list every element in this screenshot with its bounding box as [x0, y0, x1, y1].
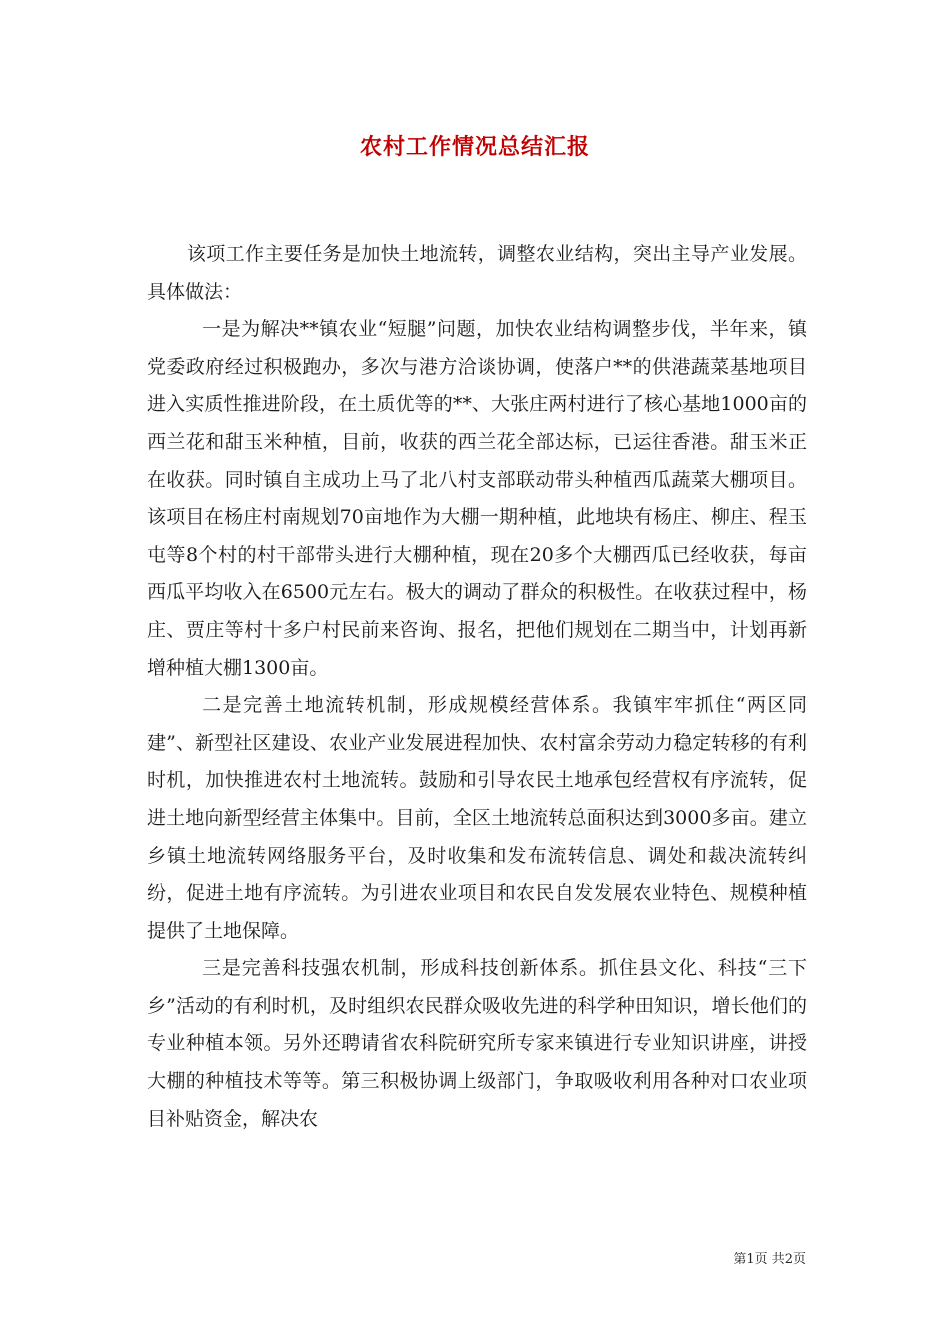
- paragraph-intro: 该项工作主要任务是加快土地流转，调整农业结构，突出主导产业发展。具体做法：: [147, 243, 807, 303]
- paragraph-second-measure: 二是完善土地流转机制，形成规模经营体系。我镇牢牢抓住“两区同建”、新型社区建设、农业产业发展进程加快、农村富余劳动力稳定转移的有利时机，加快推进农村土地流转。鼓励和引导农民土地承包经营权有序流转，促进土地向新型经营主体集中。目前，全区土地流转总面积达到3000多亩。建立乡镇土地流转网络服务平台，及时收集和发布流转信息、调处和裁决流转纠纷，促进土地有序流转。为引进农业项目和农民自发发展农业特色、规模种植提供了土地保障。: [147, 694, 807, 942]
- document-title: 农村工作情况总结汇报: [359, 135, 590, 160]
- document-body: [147, 236, 807, 1138]
- paragraph-third-measure: 三是完善科技强农机制，形成科技创新体系。抓住县文化、科技“三下乡”活动的有利时机，及时组织农民群众吸收先进的科学种田知识，增长他们的专业种植本领。另外还聘请省农科院研究所专家来镇进行专业知识讲座，讲授大棚的种植技术等等。第三积极协调上级部门，争取吸收利用各种对口农业项目补贴资金，解决农: [147, 957, 807, 1130]
- page-number-footer: 第1页 共2页: [733, 1252, 806, 1267]
- paragraph-first-measure: 一是为解决**镇农业“短腿”问题，加快农业结构调整步伐，半年来，镇党委政府经过积极跑办，多次与港方洽谈协调，使落户**的供港蔬菜基地项目进入实质性推进阶段，在土质优等的**、大张庄两村进行了核心基地1000亩的西兰花和甜玉米种植，目前，收获的西兰花全部达标，已运往香港。甜玉米正在收获。同时镇自主成功上马了北八村支部联动带头种植西瓜蔬菜大棚项目。该项目在杨庄村南规划70亩地作为大棚一期种植，此地块有杨庄、柳庄、程玉屯等8个村的村干部带头进行大棚种植，现在20多个大棚西瓜已经收获，每亩西瓜平均收入在6500元左右。极大的调动了群众的积极性。在收获过程中，杨庄、贾庄等村十多户村民前来咨询、报名，把他们规划在二期当中，计划再新增种植大棚1300亩。: [147, 318, 807, 679]
